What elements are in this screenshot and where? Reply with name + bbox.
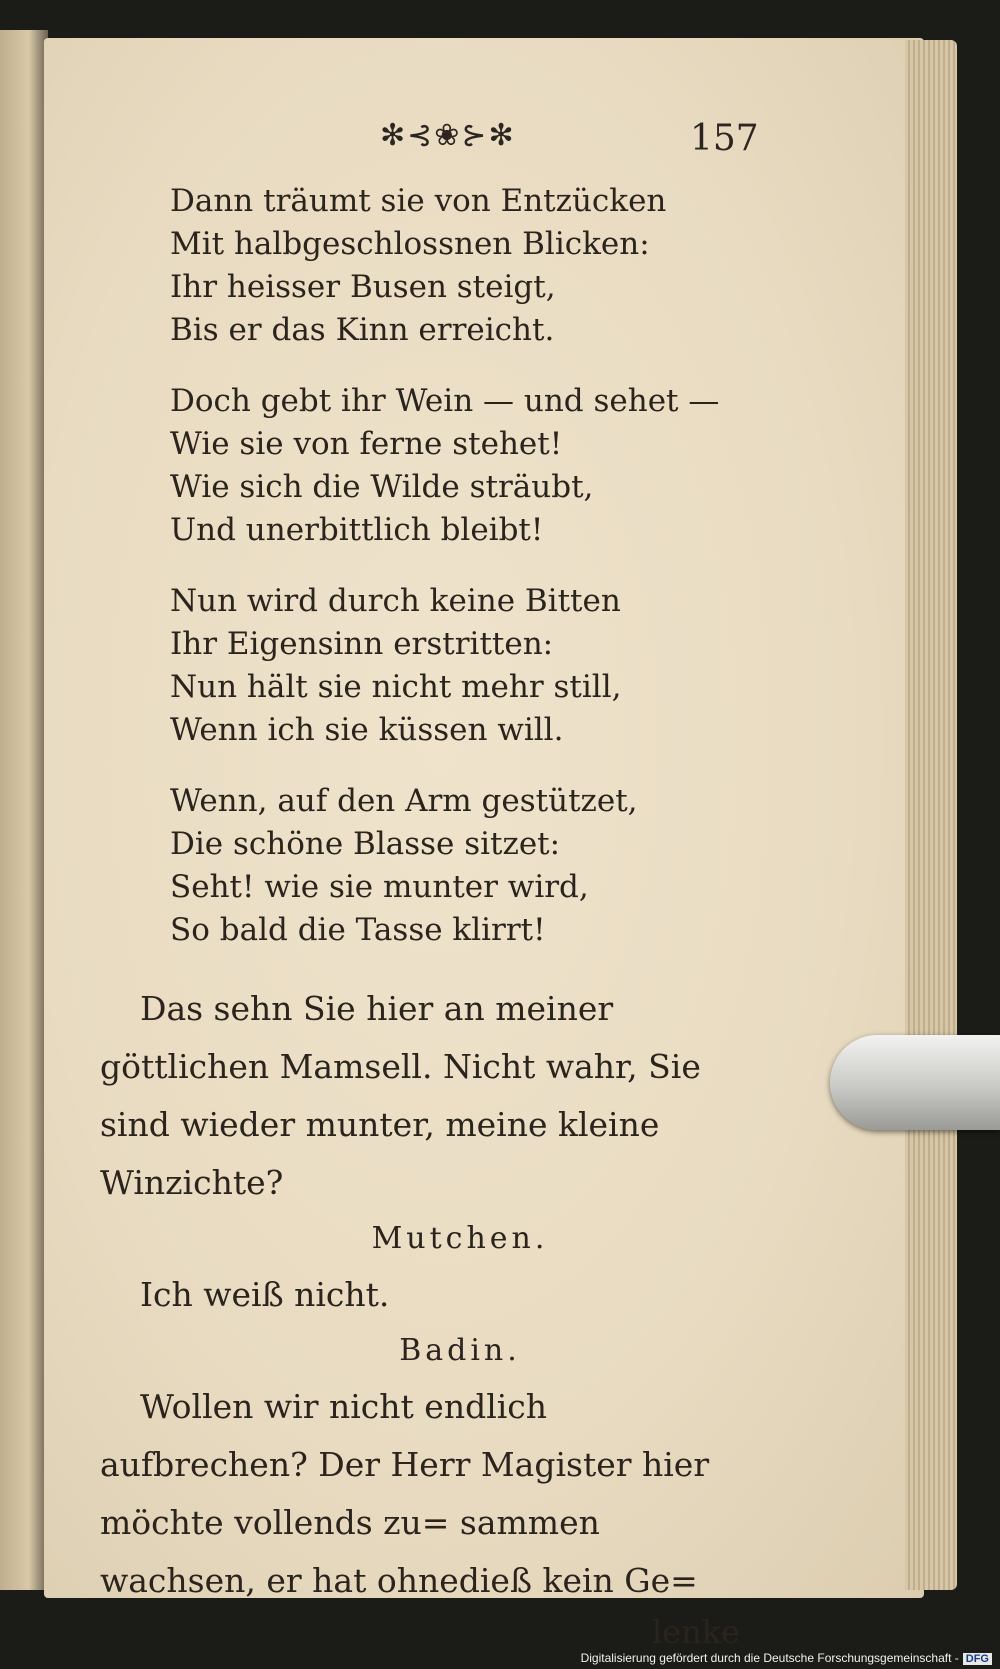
- verse-line: Mit halbgeschlossnen Blicken:: [170, 226, 650, 262]
- prose-paragraph: Das sehn Sie hier an meiner göttlichen Mamsell. Nicht wahr, Sie sind wieder munter, meine kleine Winzichte?: [100, 989, 701, 1202]
- credit-text: Digitalisierung gefördert durch die Deutsche Forschungsgemeinschaft -: [580, 1651, 959, 1665]
- verse-line: Wie sie von ferne stehet!: [170, 426, 563, 462]
- verse-line: Wenn, auf den Arm gestützet,: [170, 783, 638, 819]
- dfg-logo: DFG: [963, 1653, 992, 1665]
- catchword: lenke: [651, 1613, 740, 1651]
- page-number: 157: [690, 118, 759, 159]
- verse-line: Doch gebt ihr Wein — und sehet —: [170, 383, 720, 419]
- poem-stanza-3: [170, 580, 740, 752]
- verse-line: Seht! wie sie munter wird,: [170, 869, 589, 905]
- speaker-name: Badin.: [399, 1333, 521, 1368]
- verse-line: Ihr heisser Busen steigt,: [170, 269, 556, 305]
- facing-page-edge: [0, 30, 48, 1590]
- digitization-credit: [581, 1651, 992, 1665]
- verse-line: Nun wird durch keine Bitten: [170, 583, 621, 619]
- verse-line: Dann träumt sie von Entzücken: [170, 183, 667, 219]
- verse-line: Nun hält sie nicht mehr still,: [170, 669, 622, 705]
- page-text: [100, 180, 740, 1654]
- prose-paragraph: Wollen wir nicht endlich aufbrechen? Der Herr Magister hier möchte vollends zu= sammen wachsen, er hat ohnedieß kein Ge=: [100, 1387, 710, 1600]
- verse-line: Und unerbittlich bleibt!: [170, 512, 544, 548]
- verse-line: Wenn ich sie küssen will.: [170, 712, 564, 748]
- speaker-name: Mutchen.: [371, 1221, 549, 1256]
- prose-paragraph: Ich weiß nicht.: [140, 1275, 390, 1314]
- poem-stanza-1: [170, 180, 740, 352]
- verse-line: Ihr Eigensinn erstritten:: [170, 626, 554, 662]
- verse-line: Die schöne Blasse sitzet:: [170, 826, 561, 862]
- poem-stanza-2: [170, 380, 740, 552]
- prose-section: [100, 980, 740, 1654]
- page-holder-clip: [830, 1035, 1000, 1130]
- verse-line: Bis er das Kinn erreicht.: [170, 312, 555, 348]
- verse-line: Wie sich die Wilde sträubt,: [170, 469, 594, 505]
- page-block-edge: [905, 40, 957, 1590]
- poem-stanza-4: [170, 780, 740, 952]
- verse-line: So bald die Tasse klirrt!: [170, 912, 546, 948]
- header-ornament: ✻⊰❀⊱✻: [380, 118, 516, 153]
